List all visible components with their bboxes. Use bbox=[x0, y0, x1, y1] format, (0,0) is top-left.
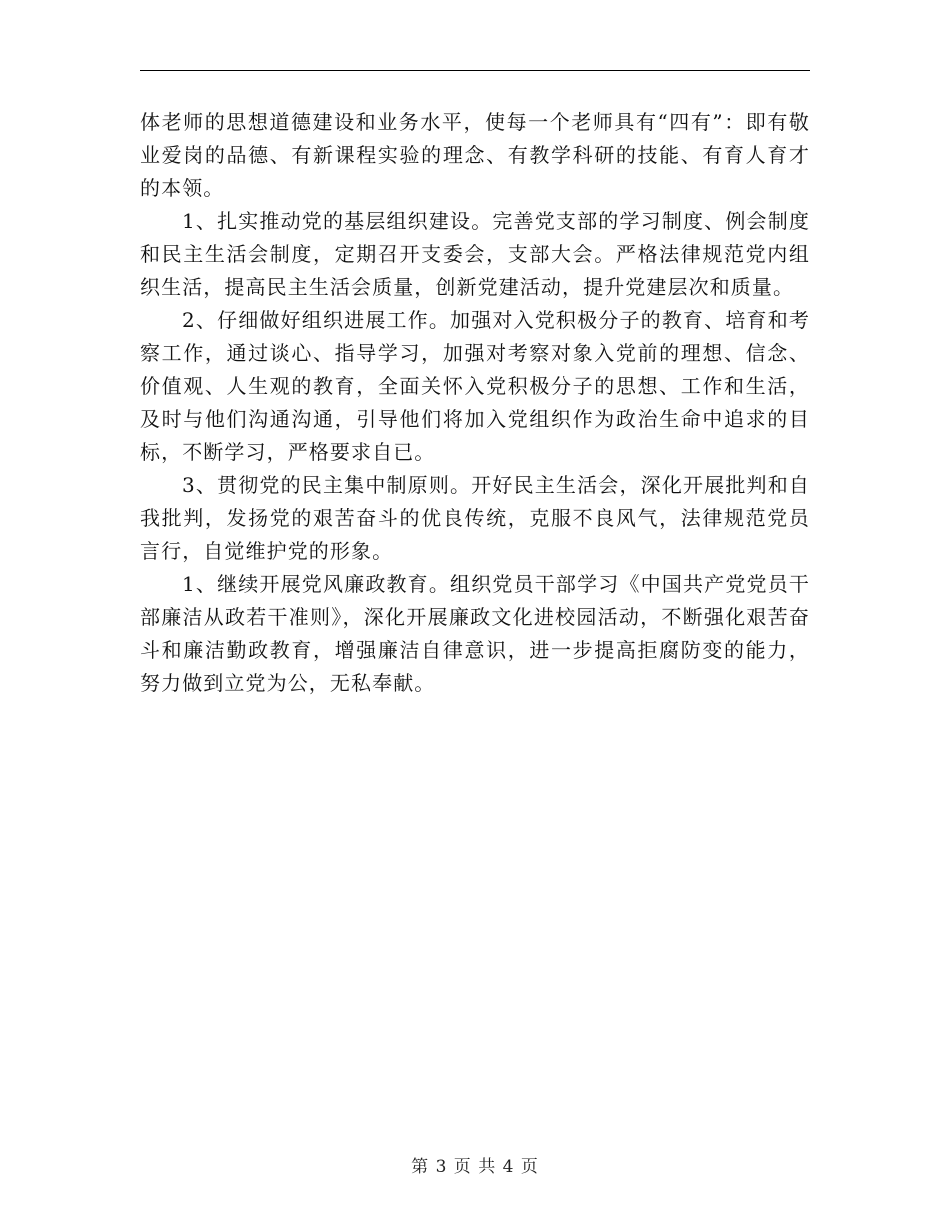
paragraph-democratic-centralism: 3、贯彻党的民主集中制原则。开好民主生活会，深化开展批判和自我批判，发扬党的艰苦奋斗的优良传统，克服不良风气，法律规范党员言行，自觉维护党的形象。 bbox=[140, 473, 810, 563]
paragraph-integrity-education: 1、继续开展党风廉政教育。组织党员干部学习《中国共产党党员干部廉洁从政若干准则》，深化开展廉政文化进校园活动，不断强化艰苦奋斗和廉洁勤政教育，增强廉洁自律意识，进一步提高拒腐防变的能力，努力做到立党为公，无私奉献。 bbox=[140, 572, 810, 695]
paragraph-continuation: 体老师的思想道德建设和业务水平，使每一个老师具有“四有”：即有敬业爱岗的品德、有新课程实验的理念、有教学科研的技能、有育人育才的本领。 bbox=[140, 110, 810, 200]
page-number-footer: 第 3 页 共 4 页 bbox=[411, 1157, 539, 1177]
document-body bbox=[140, 106, 810, 700]
paragraph-party-organization: 1、扎实推动党的基层组织建设。完善党支部的学习制度、例会制度和民主生活会制度，定期召开支委会，支部大会。严格法律规范党内组织生活，提高民主生活会质量，创新党建活动，提升党建层次和质量。 bbox=[140, 209, 810, 299]
paragraph-member-development: 2、仔细做好组织进展工作。加强对入党积极分子的教育、培育和考察工作，通过谈心、指导学习，加强对考察对象入党前的理想、信念、价值观、人生观的教育，全面关怀入党积极分子的思想、工作和生活，及时与他们沟通沟通，引导他们将加入党组织作为政治生命中追求的目标，不断学习，严格要求自已。 bbox=[140, 308, 810, 464]
header-rule bbox=[140, 70, 810, 71]
